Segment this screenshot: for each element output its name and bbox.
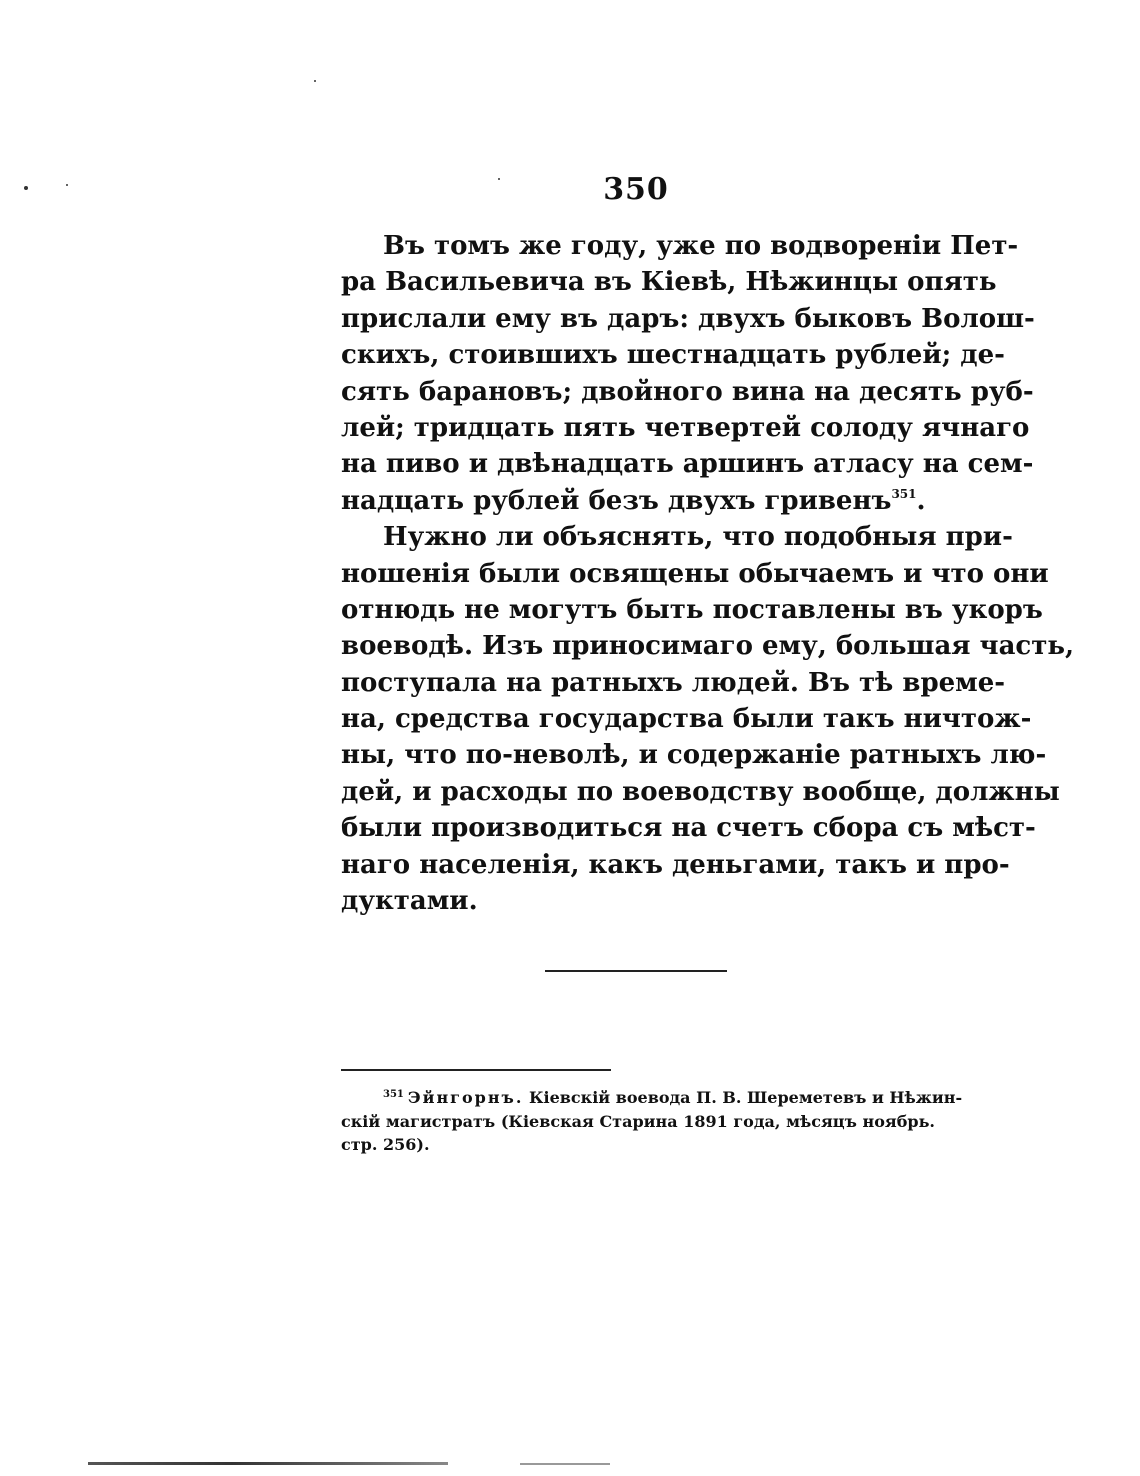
text-line: Нужно ли объяснять, что подобныя при- [383, 522, 1013, 553]
footnote-number: 351 [383, 1089, 404, 1100]
text-line: скихъ, стоившихъ шестнадцать рублей; де- [341, 340, 1005, 371]
footnote-reference[interactable]: 351 [891, 486, 917, 501]
text-line: воеводѣ. Изъ приносимаго ему, большая часть, [341, 631, 1075, 662]
text-line: поступала на ратныхъ людей. Въ тѣ време- [341, 667, 1006, 698]
text-line: лей; тридцать пять четвертей солоду ячнаго [341, 412, 1030, 443]
footnote [341, 1086, 963, 1157]
footnote-author: Эйнгорнъ. [407, 1088, 524, 1107]
text-line: на пиво и двѣнадцать аршинъ атласу на сем- [341, 449, 1034, 480]
main-text [341, 228, 1075, 919]
scan-speck [314, 80, 316, 82]
page-number: 350 [603, 172, 669, 207]
text-line: надцать рублей безъ двухъ гривенъ [341, 485, 892, 516]
text-line: ношенія были освящены обычаемъ и что они [341, 558, 1049, 589]
text-line: наго населенія, какъ деньгами, такъ и про- [341, 849, 1010, 880]
text-line-with-footnote [341, 483, 935, 519]
text-line: ны, что по-неволѣ, и содержаніе ратныхъ лю- [341, 740, 1047, 771]
text-line: ра Васильевича въ Кіевѣ, Нѣжинцы опять [341, 267, 997, 298]
scan-speck [66, 184, 68, 186]
text-line: дей, и расходы по воеводству вообще, должны [341, 776, 1060, 807]
section-separator [545, 970, 727, 972]
trailing-period: . [916, 485, 926, 516]
scan-speck [498, 178, 500, 180]
text-line: на, средства государства были такъ ничтож- [341, 704, 1032, 735]
scan-edge-mark [88, 1462, 448, 1465]
footnote-line: скій магистратъ (Кіевская Старина 1891 года, мѣсяцъ ноябрь. [341, 1111, 935, 1131]
footnote-line [341, 1086, 963, 1110]
footnote-text: Кіевскій воевода П. В. Шереметевъ и Нѣжин- [528, 1088, 963, 1107]
footnote-rule [341, 1069, 611, 1071]
scan-speck [24, 186, 28, 190]
footnote-line: стр. 256). [341, 1135, 430, 1154]
text-line: дуктами. [341, 886, 478, 917]
text-line: прислали ему въ даръ: двухъ быковъ Волош- [341, 303, 1035, 334]
text-line: отнюдь не могутъ быть поставлены въ укоръ [341, 594, 1043, 625]
text-line: Въ томъ же году, уже по водвореніи Пет- [383, 231, 1019, 261]
text-line: сять барановъ; двойного вина на десять руб- [341, 376, 1034, 407]
scan-edge-mark [520, 1463, 610, 1465]
text-line: были производиться на счетъ сбора съ мѣст- [341, 813, 1036, 844]
